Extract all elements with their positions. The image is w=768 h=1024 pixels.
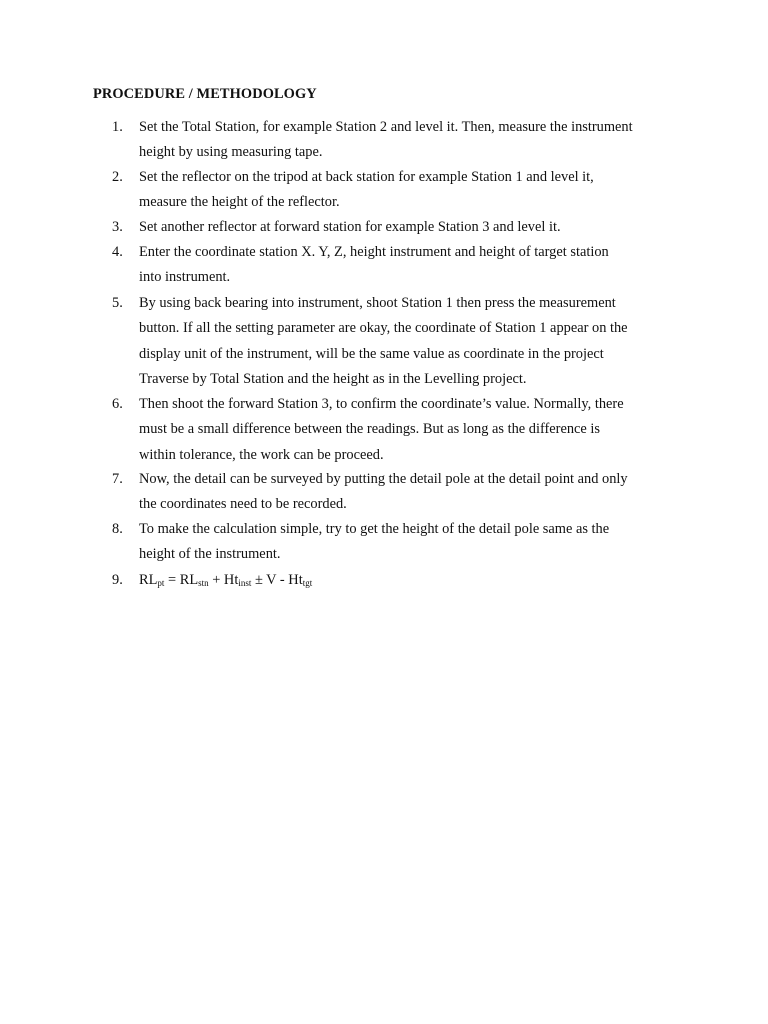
formula-eq: = RL <box>164 572 199 588</box>
item-text <box>139 240 684 291</box>
item-line: Then shoot the forward Station 3, to confirm the coordinate’s value. Normally, there <box>139 396 624 412</box>
item-line: button. If all the setting parameter are okay, the coordinate of Station 1 appear on the <box>139 320 628 337</box>
item-line: within tolerance, the work can be proceed. <box>139 446 384 463</box>
item-line: To make the calculation simple, try to get the height of the detail pole same as the <box>139 521 610 537</box>
item-number: 1. <box>112 119 123 135</box>
item-line: Traverse by Total Station and the height as in the Levelling project. <box>139 370 527 387</box>
item-text <box>139 115 684 166</box>
item-number: 3. <box>112 219 123 235</box>
item-line: must be a small difference between the readings. But as long as the difference is <box>139 421 601 438</box>
item-text <box>139 517 684 568</box>
item-line: Set the Total Station, for example Station 2 and level it. Then, measure the instrument <box>139 119 633 135</box>
item-line: display unit of the instrument, will be the same value as coordinate in the project <box>139 345 604 362</box>
item-number: 4. <box>112 244 123 260</box>
formula-plus: + Ht <box>208 572 239 588</box>
formula-sub-stn: stn <box>198 578 209 588</box>
formula-rl: RL <box>139 572 158 588</box>
item-text <box>139 165 684 216</box>
item-text <box>139 467 684 518</box>
item-text <box>139 291 684 392</box>
item-line: By using back bearing into instrument, shoot Station 1 then press the measurement <box>139 295 616 311</box>
item-line: Now, the detail can be surveyed by putting the detail pole at the detail point and only <box>139 471 628 487</box>
item-number: 5. <box>112 295 123 311</box>
item-line: Enter the coordinate station X. Y, Z, height instrument and height of target station <box>139 244 609 260</box>
formula-text <box>139 568 684 596</box>
item-line: measure the height of the reflector. <box>139 194 340 211</box>
item-number: 2. <box>112 169 123 185</box>
formula-pm: ± V - Ht <box>251 572 303 588</box>
item-line: height by using measuring tape. <box>139 144 323 161</box>
item-line: height of the instrument. <box>139 546 281 563</box>
item-number: 7. <box>112 471 123 487</box>
section-heading: PROCEDURE / METHODOLOGY <box>93 86 317 102</box>
item-text <box>139 215 684 240</box>
item-text <box>139 392 684 468</box>
item-line: Set the reflector on the tripod at back station for example Station 1 and level it, <box>139 169 594 185</box>
formula-sub-pt: pt <box>157 578 165 588</box>
item-number: 6. <box>112 396 123 412</box>
formula-sub-tgt: tgt <box>302 578 313 588</box>
item-number: 8. <box>112 521 123 537</box>
item-number: 9. <box>112 572 123 588</box>
item-line: Set another reflector at forward station for example Station 3 and level it. <box>139 219 561 235</box>
item-line: into instrument. <box>139 269 231 286</box>
item-line: the coordinates need to be recorded. <box>139 496 347 513</box>
formula-sub-inst: inst <box>238 578 252 588</box>
